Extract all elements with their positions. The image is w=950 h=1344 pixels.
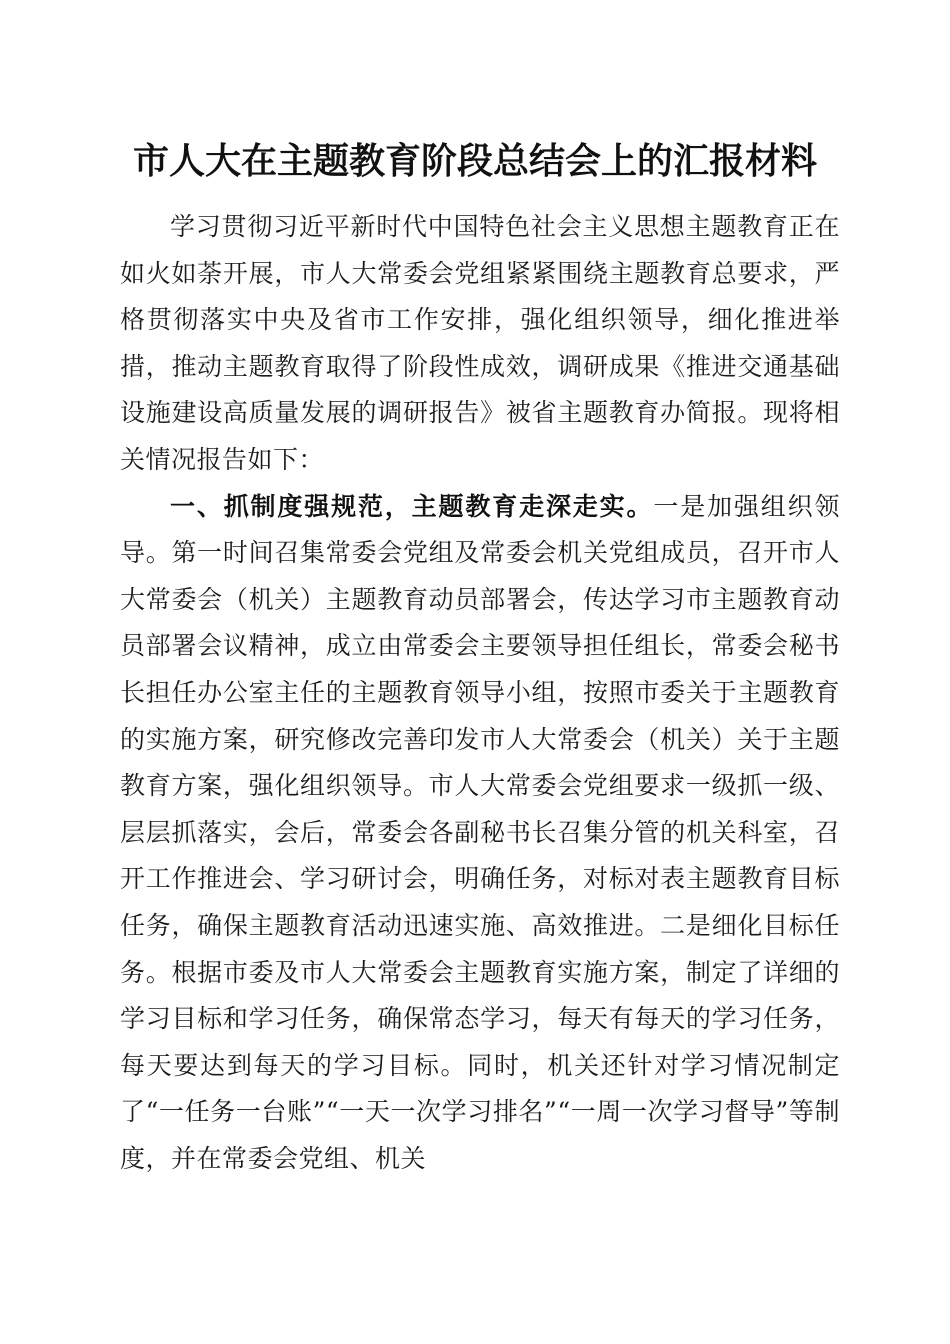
paragraph-text: 一是加强组织领导。第一时间召集常委会党组及常委会机关党组成员，召开市人大常委会（机关）主题教育动员部署会，传达学习市主题教育动员部署会议精神，成立由常委会主要领导担任组长，常委会秘书长担任办公室主任的主题教育领导小组，按照市委关于主题教育的实施方案，研究修改完善印发市人大常委会（机关）关于主题教育方案，强化组织领导。市人大常委会党组要求一级抓一级、层层抓落实，会后，常委会各副秘书长召集分管的机关科室，召开工作推进会、学习研讨会，明确任务，对标对表主题教育目标任务，确保主题教育活动迅速实施、高效推进。二是细化目标任务。根据市委及市人大常委会主题教育实施方案，制定了详细的学习目标和学习任务，确保常态学习，每天有每天的学习任务，每天要达到每天的学习目标。同时，机关还针对学习情况制定了“一任务一台账”“一天一次学习排名”“一周一次学习督导”等制度，并在常委会党组、机关 xyxy=(120,491,840,1173)
document-title: 市人大在主题教育阶段总结会上的汇报材料 xyxy=(132,140,817,182)
document-body xyxy=(120,204,840,1182)
intro-paragraph xyxy=(120,204,840,484)
section-one-paragraph xyxy=(120,484,840,1183)
section-heading: 一、抓制度强规范，主题教育走深走实。 xyxy=(170,491,654,521)
paragraph-text: 学习贯彻习近平新时代中国特色社会主义思想主题教育正在如火如荼开展，市人大常委会党组紧紧围绕主题教育总要求，严格贯彻落实中央及省市工作安排，强化组织领导，细化推进举措，推动主题教育取得了阶段性成效，调研成果《推进交通基础设施建设高质量发展的调研报告》被省主题教育办简报。现将相关情况报告如下： xyxy=(120,212,840,474)
